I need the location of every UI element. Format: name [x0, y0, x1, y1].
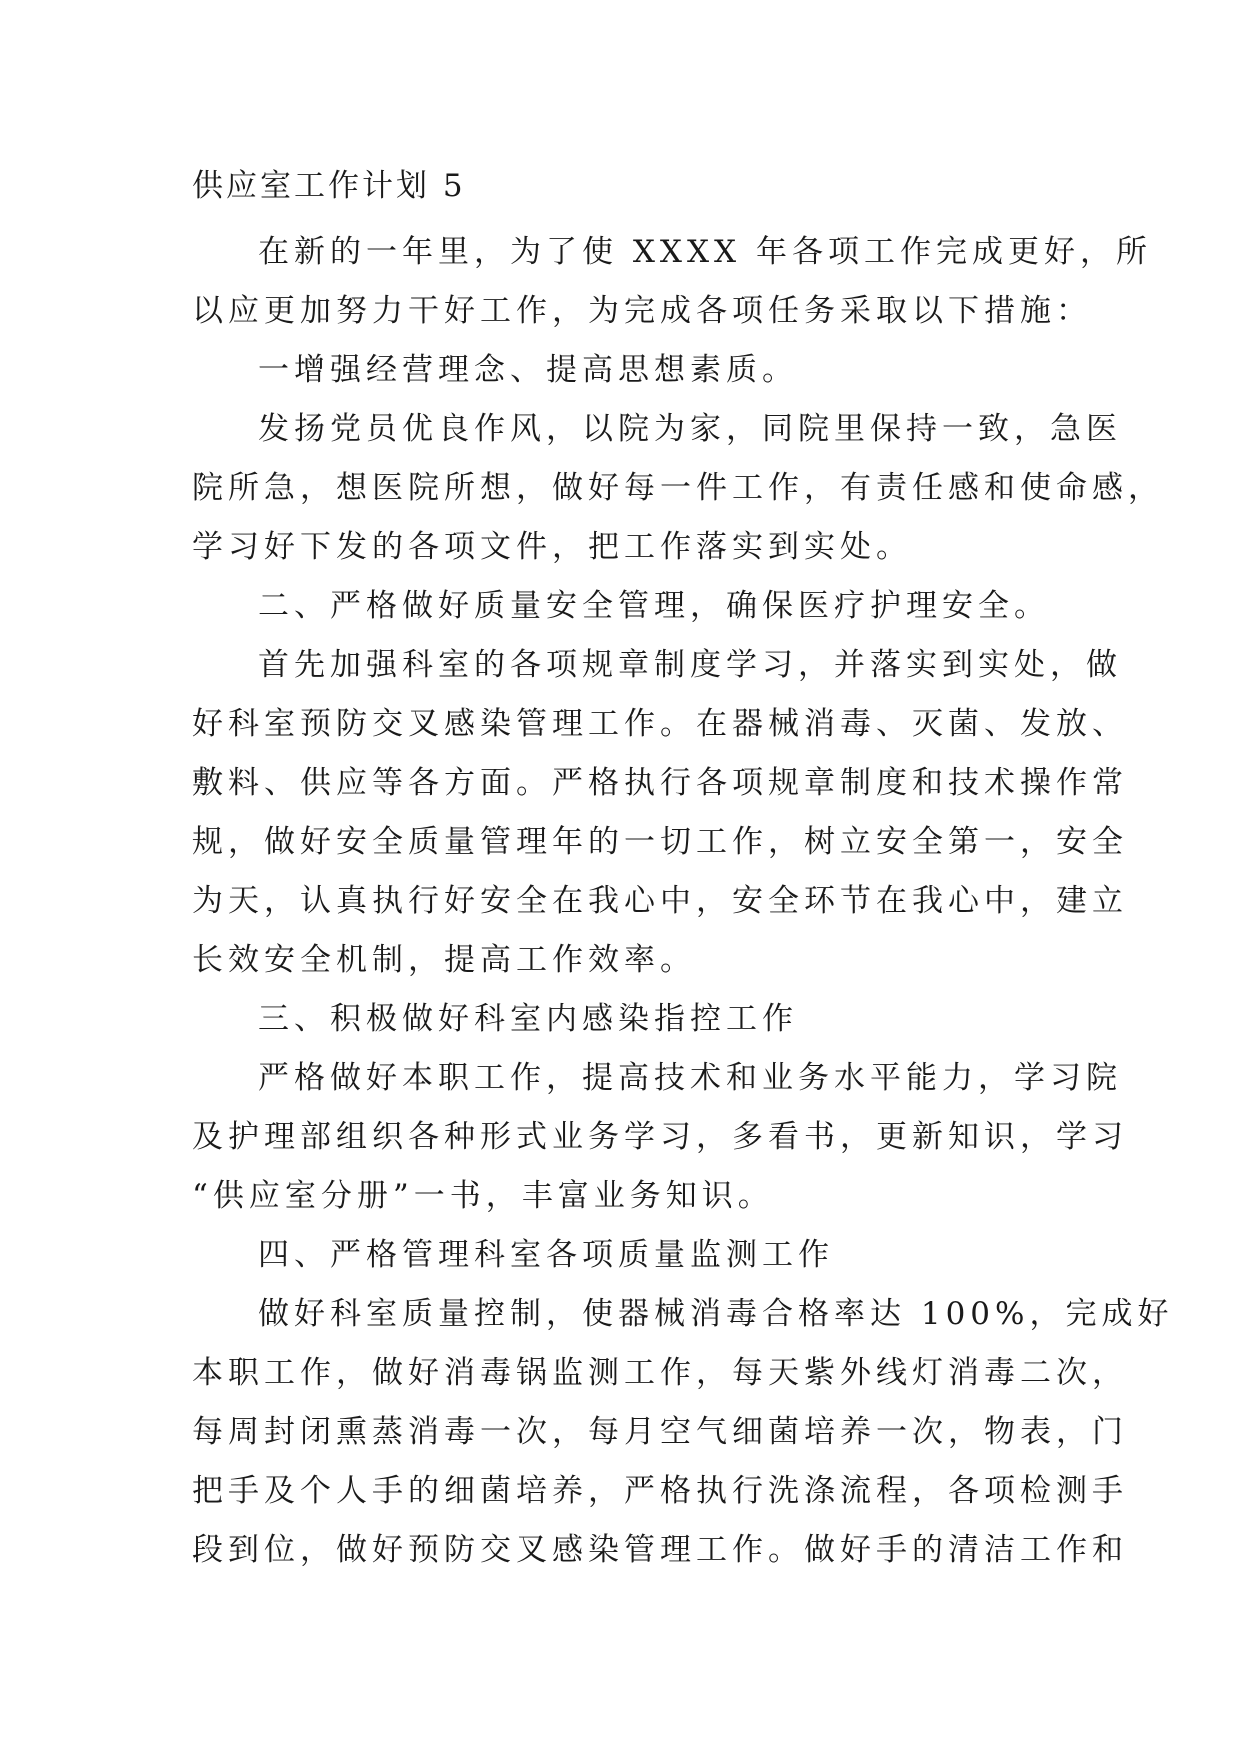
paragraph-line: 敷料、供应等各方面。严格执行各项规章制度和技术操作常 [192, 765, 1128, 801]
paragraph-line: 做好科室质量控制，使器械消毒合格率达 100%，完成好 [258, 1296, 1174, 1332]
paragraph-line: 把手及个人手的细菌培养，严格执行洗涤流程，各项检测手 [192, 1473, 1128, 1509]
document-body [192, 166, 1174, 1580]
section-heading-1: 一增强经营理念、提高思想素质。 [258, 352, 798, 388]
paragraph-line: 以应更加努力干好工作，为完成各项任务采取以下措施： [192, 293, 1092, 329]
paragraph-line: 每周封闭熏蒸消毒一次，每月空气细菌培养一次，物表，门 [192, 1414, 1128, 1450]
paragraph-line: 规，做好安全质量管理年的一切工作，树立安全第一，安全 [192, 824, 1128, 860]
paragraph-line: 在新的一年里，为了使 XXXX 年各项工作完成更好，所 [258, 234, 1152, 270]
paragraph-line: 首先加强科室的各项规章制度学习，并落实到实处，做 [258, 647, 1122, 683]
paragraph-line: “供应室分册”一书，丰富业务知识。 [192, 1178, 774, 1214]
document-title: 供应室工作计划 5 [192, 168, 466, 204]
paragraph-line: 长效安全机制，提高工作效率。 [192, 942, 696, 978]
paragraph-line: 严格做好本职工作，提高技术和业务水平能力，学习院 [258, 1060, 1122, 1096]
paragraph-line: 本职工作，做好消毒锅监测工作，每天紫外线灯消毒二次， [192, 1355, 1128, 1391]
section-heading-4: 四、严格管理科室各项质量监测工作 [258, 1237, 834, 1273]
section-heading-2: 二、严格做好质量安全管理，确保医疗护理安全。 [258, 588, 1050, 624]
paragraph-line: 好科室预防交叉感染管理工作。在器械消毒、灭菌、发放、 [192, 706, 1128, 742]
paragraph-line: 院所急，想医院所想，做好每一件工作，有责任感和使命感， [192, 470, 1164, 506]
paragraph-line: 学习好下发的各项文件，把工作落实到实处。 [192, 529, 912, 565]
paragraph-line: 为天，认真执行好安全在我心中，安全环节在我心中，建立 [192, 883, 1128, 919]
paragraph-line: 及护理部组织各种形式业务学习，多看书，更新知识，学习 [192, 1119, 1128, 1155]
section-heading-3: 三、积极做好科室内感染指控工作 [258, 1001, 798, 1037]
paragraph-line: 发扬党员优良作风，以院为家，同院里保持一致，急医 [258, 411, 1122, 447]
paragraph-line: 段到位，做好预防交叉感染管理工作。做好手的清洁工作和 [192, 1532, 1128, 1568]
